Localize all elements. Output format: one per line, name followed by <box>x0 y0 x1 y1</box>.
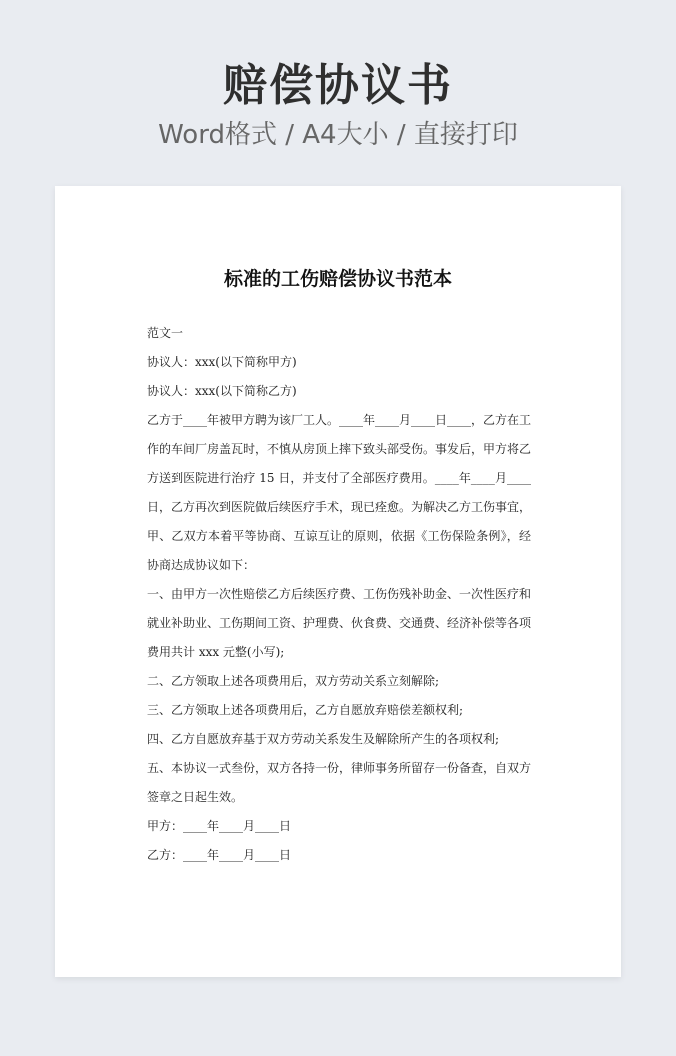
page-subtitle: Word格式 / A4大小 / 直接打印 <box>158 120 518 150</box>
clause-1: 一、由甲方一次性赔偿乙方后续医疗费、工伤伤残补助金、一次性医疗和就业补助业、工伤期间工资、护理费、伙食费、交通费、经济补偿等各项费用共计 xxx 元整(小写); <box>147 587 532 659</box>
party-a-line: 协议人：xxx(以下简称甲方) <box>147 355 297 369</box>
party-b-line: 协议人：xxx(以下简称乙方) <box>147 384 297 398</box>
clause-2: 二、乙方领取上述各项费用后，双方劳动关系立刻解除; <box>147 674 440 688</box>
document-title: 标准的工伤赔偿协议书范本 <box>223 268 452 290</box>
page-title: 赔偿协议书 <box>223 60 453 111</box>
document-page <box>55 186 621 977</box>
clause-4: 四、乙方自愿放弃基于双方劳动关系发生及解除所产生的各项权利; <box>147 732 500 746</box>
background-paragraph: 乙方于____年被甲方聘为该厂工人。____年____月____日____，乙方在工作的车间厂房盖瓦时，不慎从房顶上摔下致头部受伤。事发后，甲方将乙方送到医院进行治疗 15 日，并支付了全部医疗费用。____年____月____日，乙方再次到医院做后续医疗手术，现已痊愈。为解决乙方工伤事宜，甲、乙双方本着平等协商、互谅互让的原则，依据《工伤保险条例》，经协商达成协议如下： <box>147 413 532 572</box>
signature-party-b: 乙方：____年____月____日 <box>147 848 292 862</box>
signature-party-a: 甲方：____年____月____日 <box>147 819 292 833</box>
clause-3: 三、乙方领取上述各项费用后，乙方自愿放弃赔偿差额权利; <box>147 703 464 717</box>
clause-5: 五、本协议一式叁份，双方各持一份，律师事务所留存一份备查，自双方签章之日起生效。 <box>147 761 532 804</box>
document-body <box>147 319 531 870</box>
paragraph-label: 范文一 <box>147 326 184 340</box>
